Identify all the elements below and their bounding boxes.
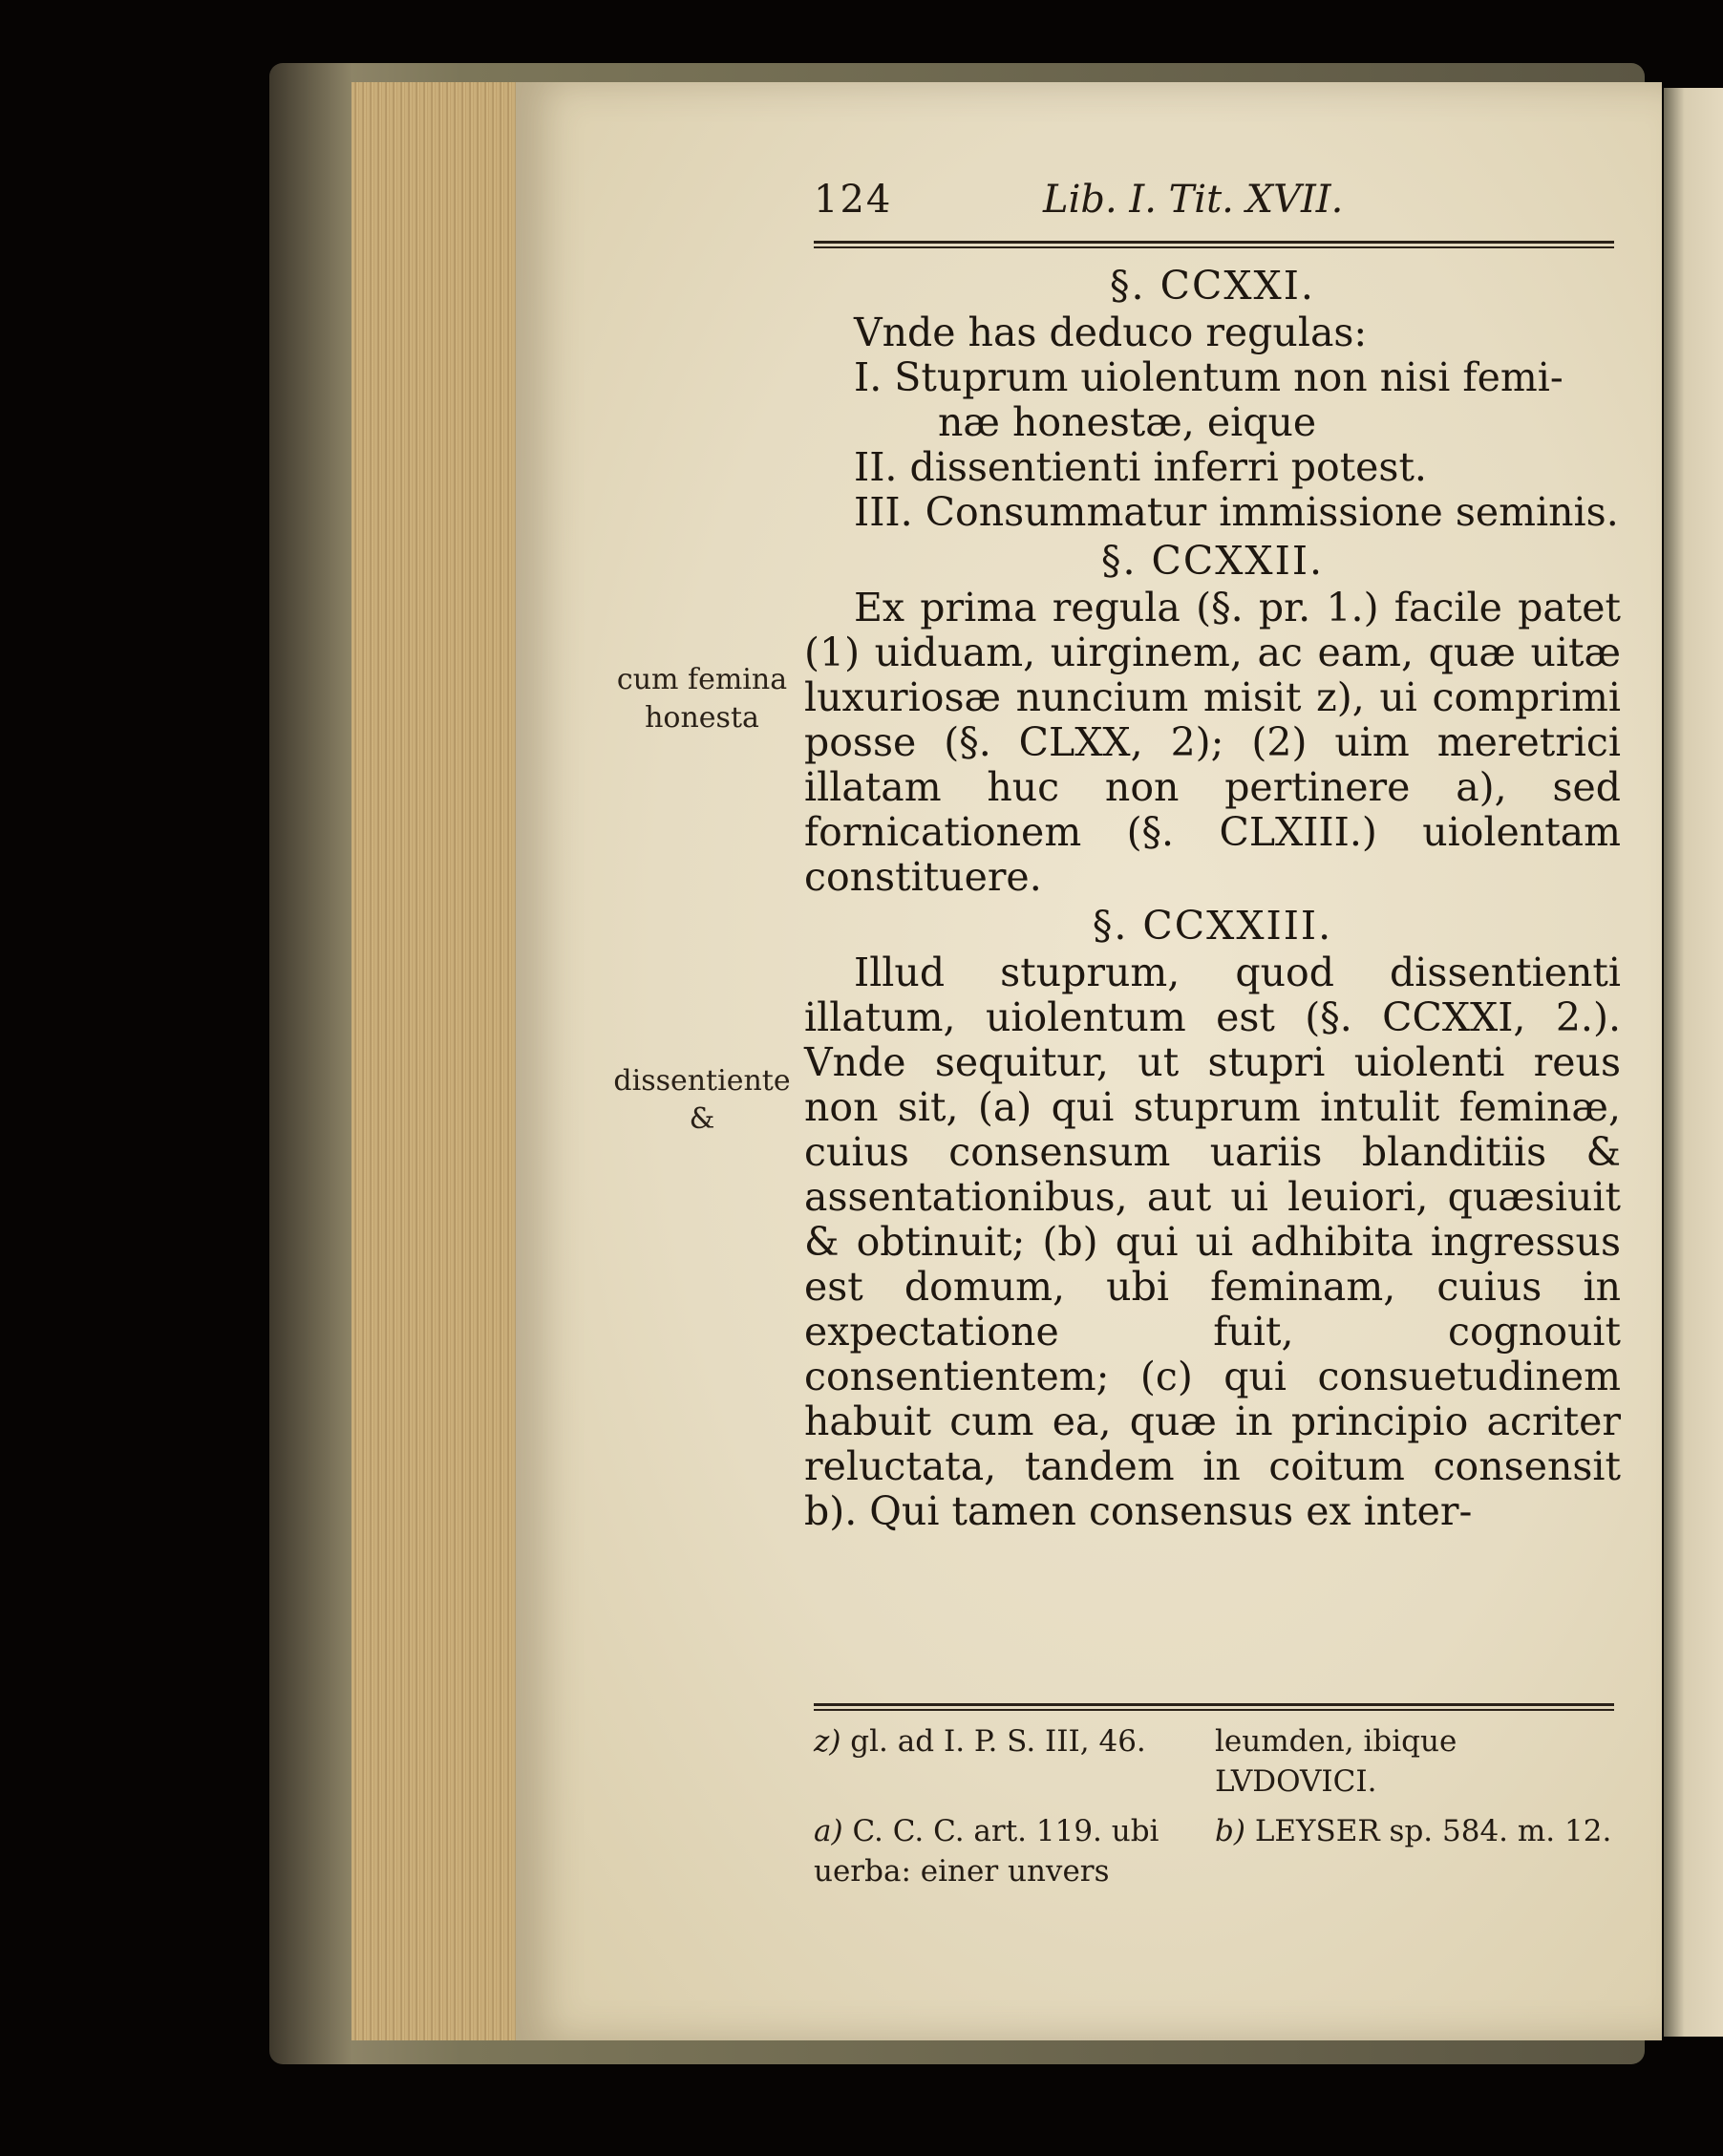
next-page-edge	[1664, 88, 1723, 2037]
footnote-text: gl. ad I. P. S. III, 46.	[850, 1724, 1146, 1759]
running-title: Lib. I. Tit. XVII.	[1043, 178, 1344, 222]
footnote-a	[814, 1811, 1205, 1891]
rule-item: næ honestæ, eique	[938, 399, 1317, 445]
footnote-z	[814, 1721, 1205, 1761]
page-number: 124	[814, 178, 893, 222]
footnote-label: a)	[814, 1814, 843, 1848]
section-heading: §. CCXXI.	[1110, 263, 1315, 309]
page-edges	[351, 82, 523, 2040]
section-heading: §. CCXXIII.	[1092, 903, 1333, 949]
main-text	[804, 260, 1621, 1534]
header-rule	[814, 241, 1614, 244]
section-paragraph: Ex prima regula (§. pr. 1.) facile patet (1) uiduam, uirginem, ac eam, quæ uitæ luxuriosæ nuncium misit z), ui comprimi posse (§. CLXX, 2); (2) uim meretrici illatam huc non pertinere a), sed fornicationem (§. CLXIII.) uiolentam constituere.	[804, 585, 1621, 900]
footnote-rule	[814, 1703, 1614, 1706]
footnote-b	[1215, 1811, 1614, 1851]
footnote-z-continued	[1215, 1721, 1614, 1802]
footnote-rule	[814, 1709, 1614, 1711]
rule-item: II. dissentienti inferri potest.	[854, 444, 1427, 490]
footnote-text: C. C. C. art. 119. ubi uerba: einer unvers	[814, 1814, 1159, 1889]
section-paragraph: Illud stuprum, quod dissentienti illatum, uiolentum est (§. CCXXI, 2.). Vnde sequitur, ut stupri uiolenti reus non sit, (a) qui stuprum intulit feminæ, cuius consensum uariis blanditiis & assentationibus, aut ui leuiori, quæsiuit & obtinuit; (b) qui ui adhibita ingressus est domum, ubi feminam, cuius in expectatione fuit, cognouit consentientem; (c) qui consuetudinem habuit cum ea, quæ in principio acriter reluctata, tandem in coitum consensit b). Qui tamen consensus ex inter-	[804, 950, 1621, 1534]
footnote-label: z)	[814, 1724, 841, 1759]
header-rule	[814, 246, 1614, 248]
footnote-label: b)	[1215, 1814, 1245, 1848]
footnote-text: leumden, ibique LVDOVICI.	[1215, 1724, 1457, 1799]
section-intro: Vnde has deduco regulas:	[854, 310, 1368, 355]
rule-item: I. Stuprum uiolentum non nisi femi-	[854, 354, 1563, 400]
margin-note: dissentiente &	[613, 1064, 791, 1136]
section-heading: §. CCXXII.	[1100, 538, 1325, 584]
margin-note: cum femina honesta	[616, 663, 788, 735]
rule-item: III. Consummatur immissione seminis.	[854, 489, 1619, 535]
footnote-text: LEYSER sp. 584. m. 12.	[1254, 1814, 1612, 1848]
